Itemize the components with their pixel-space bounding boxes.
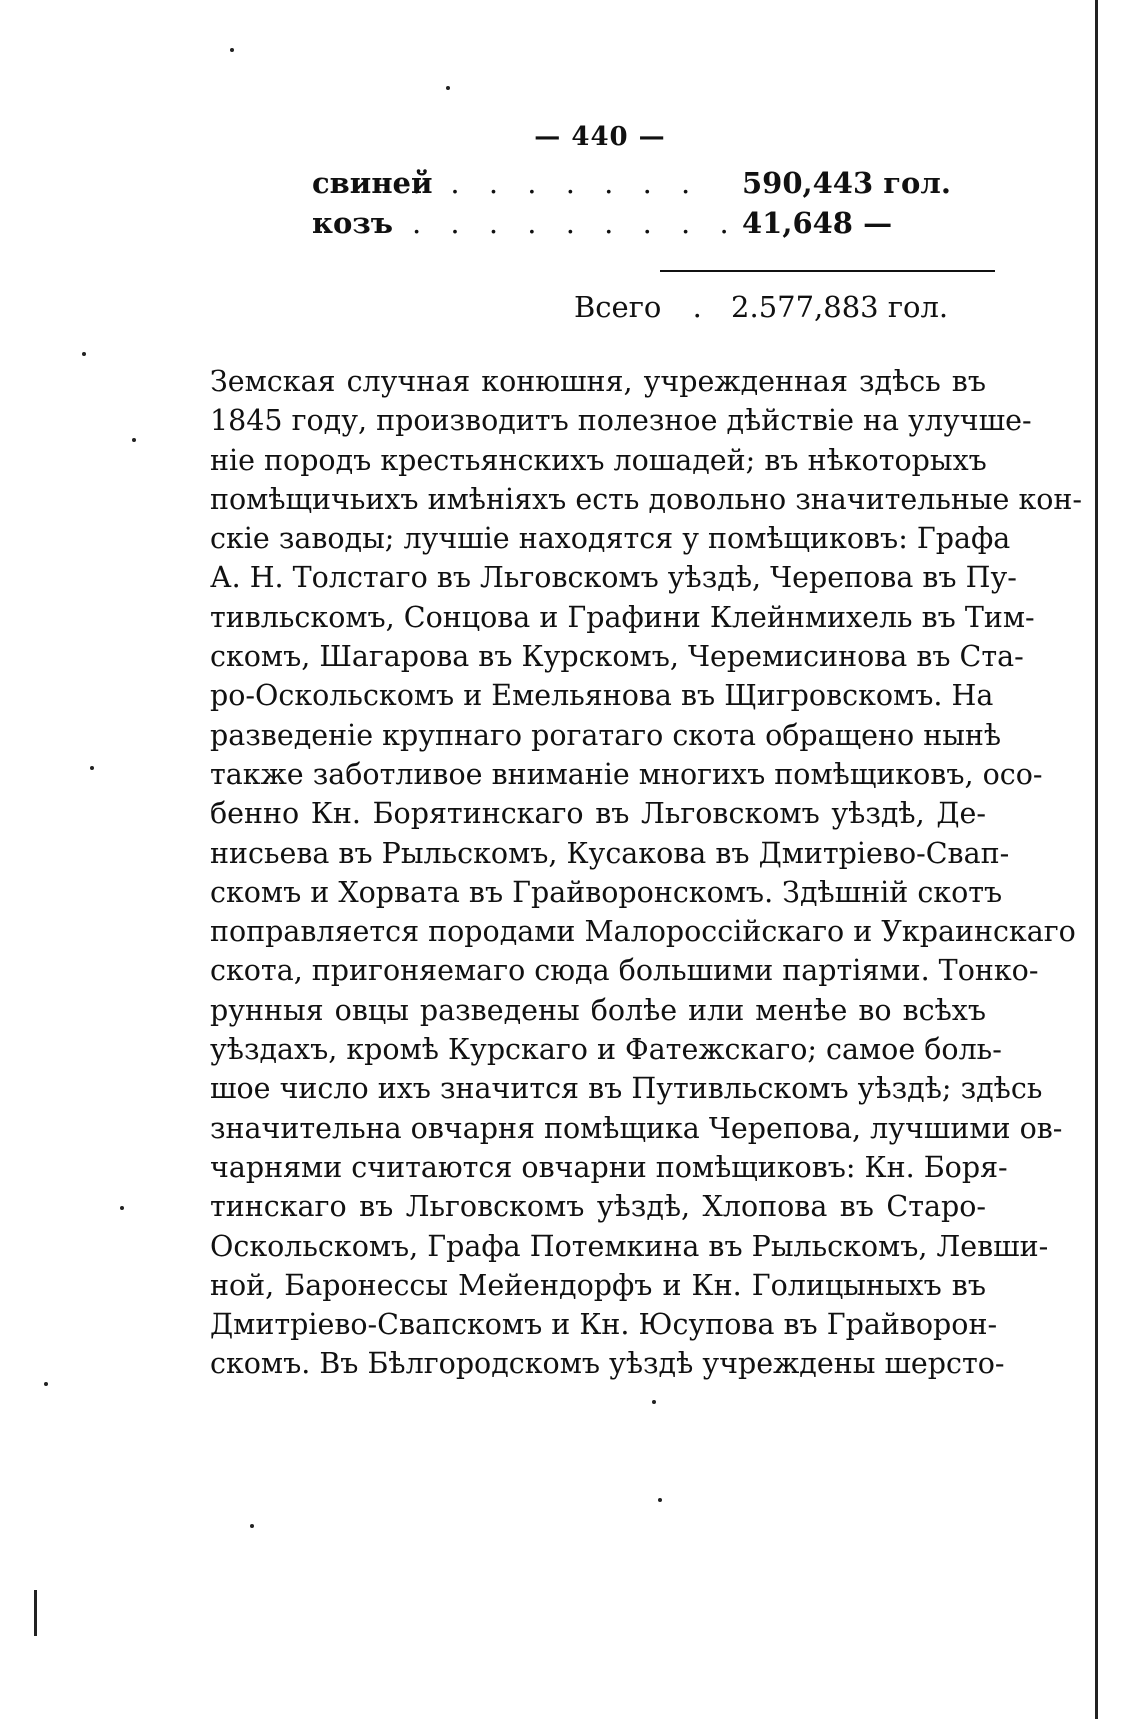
stat-row-pigs — [312, 166, 951, 206]
text-line: А. Н. Толстаго въ Льговскомъ уѣздѣ, Черепова въ Пу- — [210, 561, 1017, 595]
text-line: Земская случная конюшня, учрежденная здѣсь въ — [210, 365, 986, 398]
text-line: ро-Оскольскомъ и Емельянова въ Щигровскомъ. На — [210, 679, 994, 713]
stat-leader-dots: . . . . . . . . — [412, 166, 701, 200]
stat-leader-dots: . . . . . . . . . — [412, 206, 739, 240]
scan-speck — [82, 352, 86, 356]
text-line: Дмитріево-Свапскомъ и Кн. Юсупова въ Грайворон- — [210, 1308, 998, 1342]
total-value: 2.577,883 гол. — [731, 290, 949, 324]
text-line: скіе заводы; лучшіе находятся у помѣщиковъ: Графа — [210, 522, 1011, 556]
text-line: разведеніе крупнаго рогатаго скота обращено нынѣ — [210, 718, 1002, 752]
total-label: Всего — [574, 290, 662, 324]
stat-value: 41,648 — — [742, 206, 893, 240]
text-line: бенно Кн. Борятинскаго въ Льговскомъ уѣздѣ, Де- — [210, 797, 986, 831]
text-line: скомъ, Шагарова въ Курскомъ, Черемисинова въ Ста- — [210, 640, 1024, 674]
page-number: — 440 — — [534, 122, 666, 152]
scan-speck — [132, 438, 136, 442]
text-line: 1845 году, производитъ полезное дѣйствіе на улучше- — [210, 404, 1032, 438]
sum-rule — [660, 270, 995, 272]
page-edge-line — [1095, 0, 1098, 1719]
stat-label: свиней — [312, 166, 433, 200]
text-line: тинскаго въ Льговскомъ уѣздѣ, Хлопова въ Старо- — [210, 1190, 986, 1224]
text-line: рунныя овцы разведены болѣе или менѣе во всѣхъ — [210, 993, 986, 1027]
text-line: тивльскомъ, Сонцова и Графини Клейнмихель въ Тим- — [210, 600, 1035, 634]
text-line: поправляется породами Малороссійскаго и Украинскаго — [210, 915, 1076, 949]
scan-speck — [250, 1524, 254, 1528]
total-leader-dot: . — [692, 290, 702, 324]
scan-speck — [230, 48, 234, 52]
text-line: скомъ и Хорвата въ Грайворонскомъ. Здѣшній скотъ — [210, 875, 1003, 909]
text-line: скота, пригоняемаго сюда большими партіями. Тонко- — [210, 954, 1039, 988]
text-line: шое число ихъ значится въ Путивльскомъ уѣздѣ; здѣсь — [210, 1072, 1043, 1106]
text-line: также заботливое вниманіе многихъ помѣщиковъ, осо- — [210, 757, 1043, 791]
text-line: Оскольскомъ, Графа Потемкина въ Рыльскомъ, Левши- — [210, 1229, 1049, 1263]
text-line: ніе породъ крестьянскихъ лошадей; въ нѣкоторыхъ — [210, 443, 987, 477]
total-row — [574, 290, 948, 324]
text-line: скомъ. Въ Бѣлгородскомъ уѣздѣ учреждены шерсто- — [210, 1347, 1005, 1381]
stat-row-goats — [312, 206, 932, 246]
scan-speck — [652, 1400, 656, 1404]
text-line: ной, Баронессы Мейендорфъ и Кн. Голицыныхъ въ — [210, 1268, 986, 1302]
stat-value: 590,443 гол. — [742, 166, 951, 200]
text-line: чарнями считаются овчарни помѣщиковъ: Кн. Боря- — [210, 1150, 1008, 1184]
scan-speck — [44, 1382, 48, 1386]
text-line: помѣщичьихъ имѣніяхъ есть довольно значительные кон- — [210, 482, 1083, 516]
stat-label: козъ — [312, 206, 394, 240]
scan-mark — [34, 1590, 37, 1636]
text-line: нисьева въ Рыльскомъ, Кусакова въ Дмитріево-Свап- — [210, 836, 1010, 870]
scan-speck — [120, 1206, 124, 1210]
text-line: значительна овчарня помѣщика Черепова, лучшими ов- — [210, 1111, 1063, 1145]
text-line: уѣздахъ, кромѣ Курскаго и Фатежскаго; самое боль- — [210, 1033, 1002, 1067]
scan-speck — [446, 86, 450, 90]
body-paragraph — [210, 362, 1083, 1384]
scan-speck — [658, 1498, 662, 1502]
scan-speck — [90, 766, 94, 770]
